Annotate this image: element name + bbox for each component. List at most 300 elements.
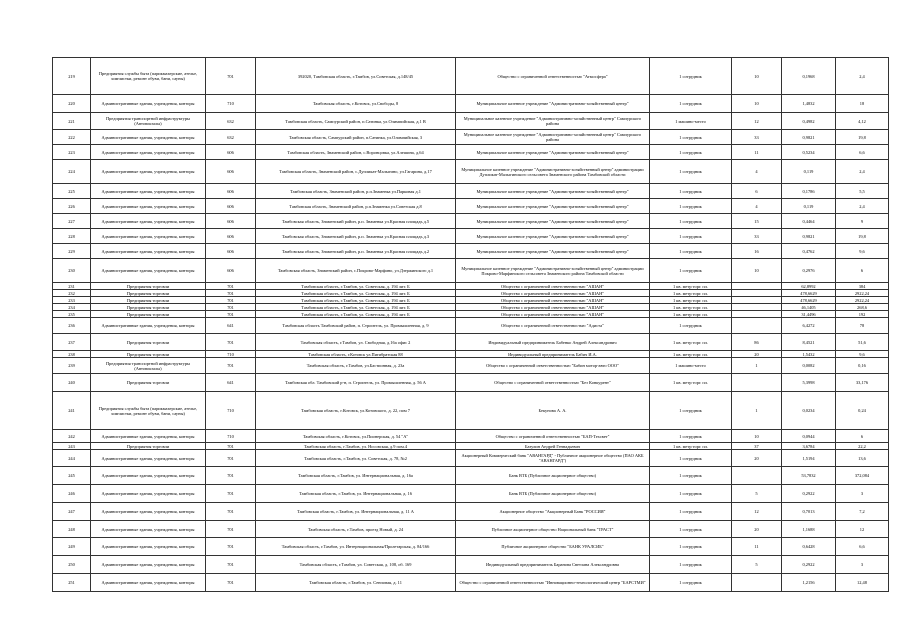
mass-cell: 2,4 (836, 58, 889, 95)
object-type-cell: Административные здания, учреждения, конторы (91, 503, 206, 521)
table-row (53, 229, 889, 244)
table-row (53, 184, 889, 199)
okato-code-cell: 606 (206, 184, 256, 199)
row-number-cell: 231 (53, 283, 91, 290)
okato-code-cell: 632 (206, 130, 256, 145)
object-type-cell: Административные здания, учреждения, конторы (91, 318, 206, 334)
unit-cell: 1 кв. метр торг. пл. (650, 443, 732, 450)
okato-code-cell: 701 (206, 485, 256, 503)
volume-cell: 6,4272 (782, 318, 836, 334)
mass-cell: 19,8 (836, 229, 889, 244)
row-number-cell: 237 (53, 334, 91, 351)
row-number-cell: 220 (53, 95, 91, 113)
address-cell: Тамбовская область, г.Котовск ул.Пятибратская 88 (256, 351, 456, 358)
row-number-cell: 224 (53, 160, 91, 184)
row-number-cell: 227 (53, 214, 91, 229)
quantity-cell: 15 (732, 214, 782, 229)
object-type-cell: Предприятия торговли (91, 311, 206, 318)
unit-cell: 1 кв. метр торг. пл. (650, 297, 732, 304)
row-number-cell: 243 (53, 443, 91, 450)
unit-cell: 1 сотрудник (650, 184, 732, 199)
mass-cell: 6,6 (836, 538, 889, 556)
volume-cell: 0,5234 (782, 145, 836, 160)
row-number-cell: 232 (53, 290, 91, 297)
unit-cell: 1 сотрудник (650, 521, 732, 538)
row-number-cell: 226 (53, 199, 91, 214)
okato-code-cell: 701 (206, 297, 256, 304)
unit-cell: 1 сотрудник (650, 574, 732, 592)
quantity-cell: 10 (732, 430, 782, 443)
mass-cell: 5,5 (836, 184, 889, 199)
unit-cell: 1 сотрудник (650, 467, 732, 485)
mass-cell: 2,4 (836, 199, 889, 214)
volume-cell: 1,2156 (782, 574, 836, 592)
quantity-cell: 1 (732, 392, 782, 430)
mass-cell: 0,24 (836, 392, 889, 430)
table-row (53, 113, 889, 130)
registry-sheet (52, 57, 888, 592)
mass-cell: 0,16 (836, 358, 889, 374)
unit-cell: 1 сотрудник (650, 392, 732, 430)
unit-cell: 1 сотрудник (650, 450, 732, 467)
table-row (53, 160, 889, 184)
row-number-cell: 241 (53, 392, 91, 430)
address-cell: Тамбовская область, Знаменский район, с.Покрово-Марфино, ул.Дзержинского д.1 (256, 259, 456, 283)
table-row (53, 244, 889, 259)
organization-cell: Муниципальное казенное учреждение "Административно-хозяйственный центр" (456, 199, 650, 214)
row-number-cell: 240 (53, 374, 91, 392)
mass-cell: 33,176 (836, 374, 889, 392)
okato-code-cell: 606 (206, 199, 256, 214)
volume-cell: 0,1968 (782, 58, 836, 95)
organization-cell: Муниципальное казенное учреждение "Административно-хозяйственный центр" администрации Покрово-Марфинского сельсовета Знаменского района Тамбовской области (456, 259, 650, 283)
object-type-cell: Предприятия торговли (91, 304, 206, 311)
object-type-cell: Административные здания, учреждения, конторы (91, 130, 206, 145)
quantity-cell: 12 (732, 503, 782, 521)
mass-cell: 2922,24 (836, 297, 889, 304)
quantity-cell (732, 574, 782, 592)
quantity-cell: 20 (732, 521, 782, 538)
address-cell: Тамбовская область, г.Тамбов, ул. Советская, д. 194 лит. Б (256, 290, 456, 297)
unit-cell: 1 сотрудник (650, 214, 732, 229)
okato-code-cell: 701 (206, 283, 256, 290)
volume-cell: 0,4464 (782, 214, 836, 229)
object-type-cell: Административные здания, учреждения, конторы (91, 259, 206, 283)
row-number-cell: 250 (53, 556, 91, 574)
object-type-cell: Административные здания, учреждения, конторы (91, 244, 206, 259)
unit-cell: 1 сотрудник (650, 199, 732, 214)
address-cell: Тамбовская область, Сампурский район, п.Сатинка, ул.Олимпийская, д.1 В (256, 113, 456, 130)
object-type-cell: Административные здания, учреждения, конторы (91, 430, 206, 443)
table-row (53, 318, 889, 334)
mass-cell: 2922,24 (836, 290, 889, 297)
volume-cell: 0,2976 (782, 259, 836, 283)
volume-cell: 0,6428 (782, 538, 836, 556)
address-cell: Тамбовская область, г.Тамбов, ул. Советская, д. 194 лит. Б (256, 297, 456, 304)
mass-cell: 6,6 (836, 145, 889, 160)
table-row (53, 485, 889, 503)
unit-cell: 1 кв. метр торг. пл. (650, 304, 732, 311)
quantity-cell: 11 (732, 538, 782, 556)
table-row (53, 574, 889, 592)
organization-cell: Общество с ограниченной ответственностью "АШАН" (456, 283, 650, 290)
object-type-cell: Административные здания, учреждения, конторы (91, 199, 206, 214)
object-type-cell: Административные здания, учреждения, конторы (91, 521, 206, 538)
quantity-cell: 10 (732, 259, 782, 283)
row-number-cell: 247 (53, 503, 91, 521)
address-cell: Тамбовская область, г.Тамбов, ул. Советская, д. 194 лит. Б (256, 311, 456, 318)
address-cell: Тамбовская область, г.Тамбов, ул. Интернациональная, д. 11 А (256, 503, 456, 521)
organization-cell: Общество с ограниченной ответственностью "Без Конкурент" (456, 374, 650, 392)
volume-cell: 0,2922 (782, 485, 836, 503)
quantity-cell (732, 311, 782, 318)
address-cell: Тамбовская область, г.Тамбов, ул. Свободная, д.16а офис 2 (256, 334, 456, 351)
object-type-cell: Административные здания, учреждения, конторы (91, 229, 206, 244)
table-row (53, 130, 889, 145)
table-row (53, 290, 889, 297)
unit-cell: 1 кв. метр торг. пл. (650, 351, 732, 358)
object-type-cell: Административные здания, учреждения, конторы (91, 574, 206, 592)
mass-cell: 51,6 (836, 334, 889, 351)
okato-code-cell: 641 (206, 318, 256, 334)
table-row (53, 538, 889, 556)
row-number-cell: 230 (53, 259, 91, 283)
okato-code-cell: 606 (206, 214, 256, 229)
row-number-cell: 234 (53, 304, 91, 311)
row-number-cell: 219 (53, 58, 91, 95)
unit-cell: 1 кв. метр торг. пл. (650, 334, 732, 351)
table-row (53, 297, 889, 304)
quantity-cell: 4 (732, 160, 782, 184)
quantity-cell: 12 (732, 113, 782, 130)
organization-cell: Муниципальное казенное учреждение "Административно-хозяйственный центр" (456, 95, 650, 113)
mass-cell: 22,2 (836, 443, 889, 450)
okato-code-cell: 701 (206, 311, 256, 318)
okato-code-cell: 701 (206, 290, 256, 297)
row-number-cell: 228 (53, 229, 91, 244)
table-row (53, 145, 889, 160)
okato-code-cell: 701 (206, 334, 256, 351)
organization-cell: Банк ВТБ (Публичное акционерное общество) (456, 485, 650, 503)
unit-cell: 1 кв. метр торг. пл. (650, 311, 732, 318)
mass-cell: 2,4 (836, 160, 889, 184)
volume-cell: 0,0082 (782, 358, 836, 374)
volume-cell: 478,6629 (782, 290, 836, 297)
organization-cell: Муниципальное казенное учреждение "Административно-хозяйственный центр" (456, 229, 650, 244)
object-type-cell: Предприятия торговли (91, 351, 206, 358)
volume-cell: 1,4832 (782, 95, 836, 113)
okato-code-cell: 701 (206, 503, 256, 521)
quantity-cell: 6 (732, 184, 782, 199)
organization-cell: Муниципальное казенное учреждение "Административно-хозяйственный центр" администрации Дупликат-Малыгинского сельсовета Знаменского района Тамбовской области (456, 160, 650, 184)
organization-cell: Публичное акционерное общество Национальный банк "ТРАСТ" (456, 521, 650, 538)
unit-cell: 1 сотрудник (650, 130, 732, 145)
unit-cell: 1 сотрудник (650, 229, 732, 244)
okato-code-cell: 606 (206, 259, 256, 283)
table-row (53, 283, 889, 290)
address-cell: Тамбовская область, Знаменский район, р.п. Знаменка ул.Красная площадь д.3 (256, 229, 456, 244)
okato-code-cell: 701 (206, 58, 256, 95)
mass-cell: 19,8 (836, 130, 889, 145)
table-row (53, 503, 889, 521)
okato-code-cell: 701 (206, 574, 256, 592)
address-cell: Тамбовская область, Знаменский район, р.п. Знаменка ул.Красная площадь д.2 (256, 244, 456, 259)
row-number-cell: 248 (53, 521, 91, 538)
address-cell: Тамбовская область, г.Тамбов, ул. Носовская, д.9 пом.4 (256, 443, 456, 450)
okato-code-cell: 701 (206, 521, 256, 538)
quantity-cell (732, 297, 782, 304)
volume-cell: 0,119 (782, 160, 836, 184)
organization-cell: Муниципальное казенное учреждение "Административно-хозяйственный центр" (456, 214, 650, 229)
row-number-cell: 221 (53, 113, 91, 130)
object-type-cell: Административные здания, учреждения, конторы (91, 538, 206, 556)
quantity-cell: 4 (732, 199, 782, 214)
quantity-cell (732, 374, 782, 392)
mass-cell: 78 (836, 318, 889, 334)
table-row (53, 334, 889, 351)
organization-cell: Муниципальное казенное учреждение "Административно-хозяйственный центр" (456, 184, 650, 199)
okato-code-cell: 710 (206, 95, 256, 113)
address-cell: Тамбовская область, Знаменский район, с.Воронцовка, ул.Алешина, д.64 (256, 145, 456, 160)
quantity-cell: 33 (732, 130, 782, 145)
table-row (53, 392, 889, 430)
volume-cell: 31,4496 (782, 311, 836, 318)
object-type-cell: Административные здания, учреждения, конторы (91, 214, 206, 229)
unit-cell: 1 сотрудник (650, 145, 732, 160)
row-number-cell: 249 (53, 538, 91, 556)
organization-cell: Индивидуальный предприниматель Бабич И.А. (456, 351, 650, 358)
mass-cell: 9,6 (836, 351, 889, 358)
table-row (53, 556, 889, 574)
table-row (53, 430, 889, 443)
unit-cell: 1 кв. метр торг. пл. (650, 374, 732, 392)
table-body (53, 58, 889, 592)
okato-code-cell: 606 (206, 244, 256, 259)
row-number-cell: 222 (53, 130, 91, 145)
unit-cell: 1 сотрудник (650, 160, 732, 184)
row-number-cell: 223 (53, 145, 91, 160)
volume-cell: 0,119 (782, 199, 836, 214)
organization-cell: Базулин Андрей Геннадьевич (456, 443, 650, 450)
address-cell: Тамбовская область, г.Тамбов, ул. Советская, д. 194 лит. Б (256, 283, 456, 290)
unit-cell: 1 сотрудник (650, 244, 732, 259)
organization-cell: Общество с ограниченной ответственностью "АШАН" (456, 290, 650, 297)
address-cell: Тамбовская область, г.Тамбов, проезд Новый, д. 24 (256, 521, 456, 538)
object-type-cell: Предприятия транспортной инфраструктуры (Автовокзалы) (91, 113, 206, 130)
address-cell: Тамбовская область, г.Котовск, ул.Котовского, д. 22, пом 7 (256, 392, 456, 430)
okato-code-cell: 701 (206, 304, 256, 311)
row-number-cell: 229 (53, 244, 91, 259)
mass-cell: 13,6 (836, 450, 889, 467)
organization-cell: Муниципальное казенное учреждение "Административно-хозяйственный центр" Сампурского района (456, 130, 650, 145)
quantity-cell: 5 (732, 485, 782, 503)
organization-cell: Общество с ограниченной ответственностью "БАП-Техсвет" (456, 430, 650, 443)
okato-code-cell: 641 (206, 374, 256, 392)
mass-cell: 9,6 (836, 244, 889, 259)
table-row (53, 358, 889, 374)
quantity-cell: 20 (732, 351, 782, 358)
mass-cell: 7,2 (836, 503, 889, 521)
table-row (53, 304, 889, 311)
mass-cell: 372,084 (836, 467, 889, 485)
row-number-cell: 235 (53, 311, 91, 318)
object-type-cell: Административные здания, учреждения, конторы (91, 145, 206, 160)
volume-cell: 53,7832 (782, 467, 836, 485)
object-type-cell: Предприятия торговли (91, 297, 206, 304)
mass-cell: 3 (836, 556, 889, 574)
okato-code-cell: 606 (206, 145, 256, 160)
okato-code-cell: 701 (206, 556, 256, 574)
quantity-cell (732, 283, 782, 290)
address-cell: Тамбовская область, Знаменский район, р.п. Знаменка ул.Красная площадь д.5 (256, 214, 456, 229)
address-cell: Тамбовская область, Знаменский район, с.Дупликат-Малыгино, ул.Гагарина, д.17 (256, 160, 456, 184)
okato-code-cell: 710 (206, 430, 256, 443)
volume-cell: 1,5432 (782, 351, 836, 358)
unit-cell: 1 сотрудник (650, 430, 732, 443)
quantity-cell (732, 467, 782, 485)
object-type-cell: Административные здания, учреждения, конторы (91, 160, 206, 184)
volume-cell: 1,1688 (782, 521, 836, 538)
mass-cell: 268,6 (836, 304, 889, 311)
quantity-cell: 20 (732, 450, 782, 467)
organization-cell: Общество с ограниченной ответственностью "АШАН" (456, 297, 650, 304)
unit-cell: 1 сотрудник (650, 95, 732, 113)
unit-cell: 1 кв. метр торг. пл. (650, 283, 732, 290)
okato-code-cell: 606 (206, 229, 256, 244)
quantity-cell: 10 (732, 95, 782, 113)
unit-cell: 1 сотрудник (650, 485, 732, 503)
unit-cell: 1 сотрудник (650, 259, 732, 283)
row-number-cell: 233 (53, 297, 91, 304)
address-cell: 392020, Тамбовская область, г.Тамбов, ул.Советская, д.148/45 (256, 58, 456, 95)
row-number-cell: 238 (53, 351, 91, 358)
quantity-cell: 86 (732, 334, 782, 351)
okato-code-cell: 701 (206, 443, 256, 450)
organization-cell: Общество с ограниченной ответственностью "АШАН" (456, 311, 650, 318)
volume-cell: 0,0944 (782, 430, 836, 443)
unit-cell: 1 сотрудник (650, 318, 732, 334)
quantity-cell: 16 (732, 244, 782, 259)
organization-cell: Общество с ограниченной ответственностью "Бабин мотор-авто ООО" (456, 358, 650, 374)
row-number-cell: 242 (53, 430, 91, 443)
object-type-cell: Предприятия торговли (91, 283, 206, 290)
volume-cell: 0,9821 (782, 229, 836, 244)
mass-cell: 4,12 (836, 113, 889, 130)
object-type-cell: Предприятия торговли (91, 443, 206, 450)
object-type-cell: Предприятия торговли (91, 334, 206, 351)
object-type-cell: Предприятия торговли (91, 290, 206, 297)
object-type-cell: Административные здания, учреждения, конторы (91, 556, 206, 574)
unit-cell: 1 сотрудник (650, 503, 732, 521)
address-cell: Тамбовская область, г.Котовск, ул.Пионерская, д. 54 "А" (256, 430, 456, 443)
table-row (53, 214, 889, 229)
quantity-cell: 11 (732, 145, 782, 160)
okato-code-cell: 701 (206, 538, 256, 556)
table-row (53, 351, 889, 358)
row-number-cell: 225 (53, 184, 91, 199)
address-cell: Тамбовская область, Сампурский район, п.Сатинка, ул.Олимпийская, 3 (256, 130, 456, 145)
table-row (53, 259, 889, 283)
okato-code-cell: 701 (206, 467, 256, 485)
quantity-cell: 1 (732, 358, 782, 374)
table-row (53, 58, 889, 95)
volume-cell: 62,8992 (782, 283, 836, 290)
organization-cell: Публичное акционерное общество "БАНК УРАЛСИБ" (456, 538, 650, 556)
mass-cell: 6 (836, 259, 889, 283)
okato-code-cell: 632 (206, 113, 256, 130)
mass-cell: 12 (836, 521, 889, 538)
address-cell: Тамбовская область, г.Тамбов, ул. Интернациональная, д. 16а (256, 467, 456, 485)
mass-cell: 9 (836, 214, 889, 229)
volume-cell: 5,3998 (782, 374, 836, 392)
volume-cell: 0,4982 (782, 113, 836, 130)
mass-cell: 12,48 (836, 574, 889, 592)
object-type-cell: Административные здания, учреждения, конторы (91, 95, 206, 113)
mass-cell: 6 (836, 430, 889, 443)
volume-cell: 0,1786 (782, 184, 836, 199)
address-cell: Тамбовская область Тамбовский район, п. Строитель, ул. Промышленная, д. 9 (256, 318, 456, 334)
unit-cell: 1 машино-место (650, 113, 732, 130)
address-cell: Тамбовская область, г.Тамбов, ул. Сенповая, д. 11 (256, 574, 456, 592)
waste-registry-table (52, 57, 889, 592)
address-cell: Тамбовская область, г.Тамбов, ул. Советская, д. 78, №2 (256, 450, 456, 467)
volume-cell: 0,4762 (782, 244, 836, 259)
organization-cell: Индивидуальный предприниматель Бабенко Андрей Александрович (456, 334, 650, 351)
okato-code-cell: 606 (206, 160, 256, 184)
volume-cell: 478,6629 (782, 297, 836, 304)
quantity-cell: 33 (732, 229, 782, 244)
quantity-cell (732, 290, 782, 297)
table-row (53, 521, 889, 538)
mass-cell: 192 (836, 311, 889, 318)
row-number-cell: 246 (53, 485, 91, 503)
organization-cell: Индивидуальный предприниматель Баранова Светлана Александровна (456, 556, 650, 574)
address-cell: Тамбовская область, г.Тамбов, ул. Интернациональная, д. 16 (256, 485, 456, 503)
organization-cell: Банк ВТБ (Публичное акционерное общество) (456, 467, 650, 485)
unit-cell: 1 сотрудник (650, 556, 732, 574)
organization-cell: Общество с ограниченной ответственностью "Атмосфера" (456, 58, 650, 95)
object-type-cell: Административные здания, учреждения, конторы (91, 184, 206, 199)
address-cell: Тамбовская область, Знаменский район, р.п.Знаменка ул.Парковая д.1 (256, 184, 456, 199)
quantity-cell (732, 304, 782, 311)
okato-code-cell: 701 (206, 358, 256, 374)
quantity-cell: 5 (732, 556, 782, 574)
table-row (53, 467, 889, 485)
table-row (53, 95, 889, 113)
object-type-cell: Предприятия торговли (91, 374, 206, 392)
address-cell: Тамбовская область, г.Тамбов, ул.Бастионная, д. 23а (256, 358, 456, 374)
okato-code-cell: 710 (206, 351, 256, 358)
row-number-cell: 245 (53, 467, 91, 485)
row-number-cell: 239 (53, 358, 91, 374)
unit-cell: 1 кв. метр торг. пл. (650, 290, 732, 297)
organization-cell: Общество с ограниченной ответственностью "АШАН" (456, 304, 650, 311)
volume-cell: 8,4521 (782, 334, 836, 351)
object-type-cell: Административные здания, учреждения, конторы (91, 467, 206, 485)
organization-cell: Бекунова А. А. (456, 392, 650, 430)
table-row (53, 199, 889, 214)
row-number-cell: 244 (53, 450, 91, 467)
mass-cell: 18 (836, 95, 889, 113)
volume-cell: 1,5194 (782, 450, 836, 467)
volume-cell: 0,7013 (782, 503, 836, 521)
organization-cell: Муниципальное казенное учреждение "Административно-хозяйственный центр" (456, 145, 650, 160)
object-type-cell: Административные здания, учреждения, конторы (91, 485, 206, 503)
volume-cell: 3,6784 (782, 443, 836, 450)
unit-cell: 1 машино-место (650, 358, 732, 374)
address-cell: Тамбовская область, г.Тамбов, ул. Интернациональная/Пролетарская, д. 84/166 (256, 538, 456, 556)
volume-cell: 0,2922 (782, 556, 836, 574)
